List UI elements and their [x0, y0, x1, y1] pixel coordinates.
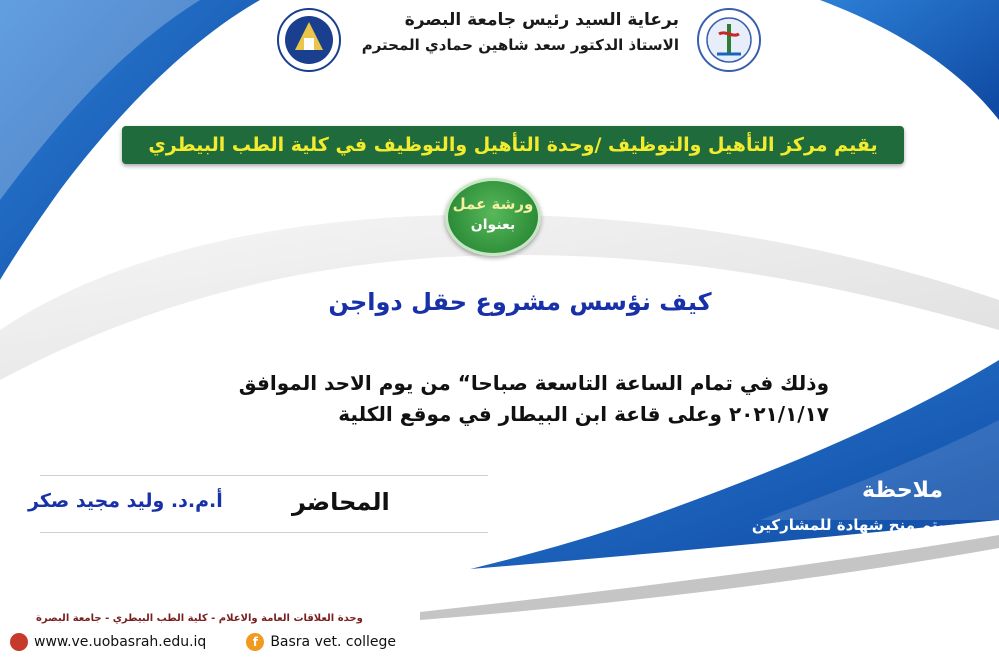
workshop-details [239, 368, 829, 430]
lecturer-label: المحاضر [292, 488, 390, 516]
patron-line-1: برعاية السيد رئيس جامعة البصرة [404, 10, 679, 30]
facebook-link[interactable]: Basra vet. college [270, 634, 397, 650]
footer-unit: وحدة العلاقات العامة والاعلام - كلية الطب البيطري - جامعة البصرة [36, 613, 363, 624]
globe-icon [10, 633, 28, 651]
details-line-2: ٢٠٢١/١/١٧ وعلى قاعة ابن البيطار في موقع الكلية [338, 402, 829, 426]
facebook-icon: f [246, 633, 264, 651]
workshop-badge [445, 178, 541, 256]
lecturer-name: أ.م.د. وليد مجيد صكر [28, 490, 223, 512]
note-title: ملاحظة [862, 478, 943, 503]
website-link[interactable]: www.ve.uobasrah.edu.iq [34, 634, 207, 650]
workshop-title: كيف نؤسس مشروع حقل دواجن [328, 288, 712, 316]
badge-line-2: بعنوان [470, 217, 516, 233]
patron-line-2: الاستاذ الدكتور سعد شاهين حمادي المحترم [361, 36, 679, 54]
badge-line-1: ورشة عمل [452, 195, 534, 213]
details-line-1: وذلك في تمام الساعة التاسعة صباحا“ من يوم الاحد الموافق [238, 371, 829, 395]
patronage-text [362, 10, 679, 54]
college-logo-icon [697, 8, 761, 72]
university-logo-icon [277, 8, 341, 72]
footer-links [10, 633, 396, 651]
note-text: سيتم منح شهادة للمشاركين [751, 516, 959, 534]
organizer-banner: يقيم مركز التأهيل والتوظيف /وحدة التأهيل والتوظيف في كلية الطب البيطري [122, 126, 904, 164]
